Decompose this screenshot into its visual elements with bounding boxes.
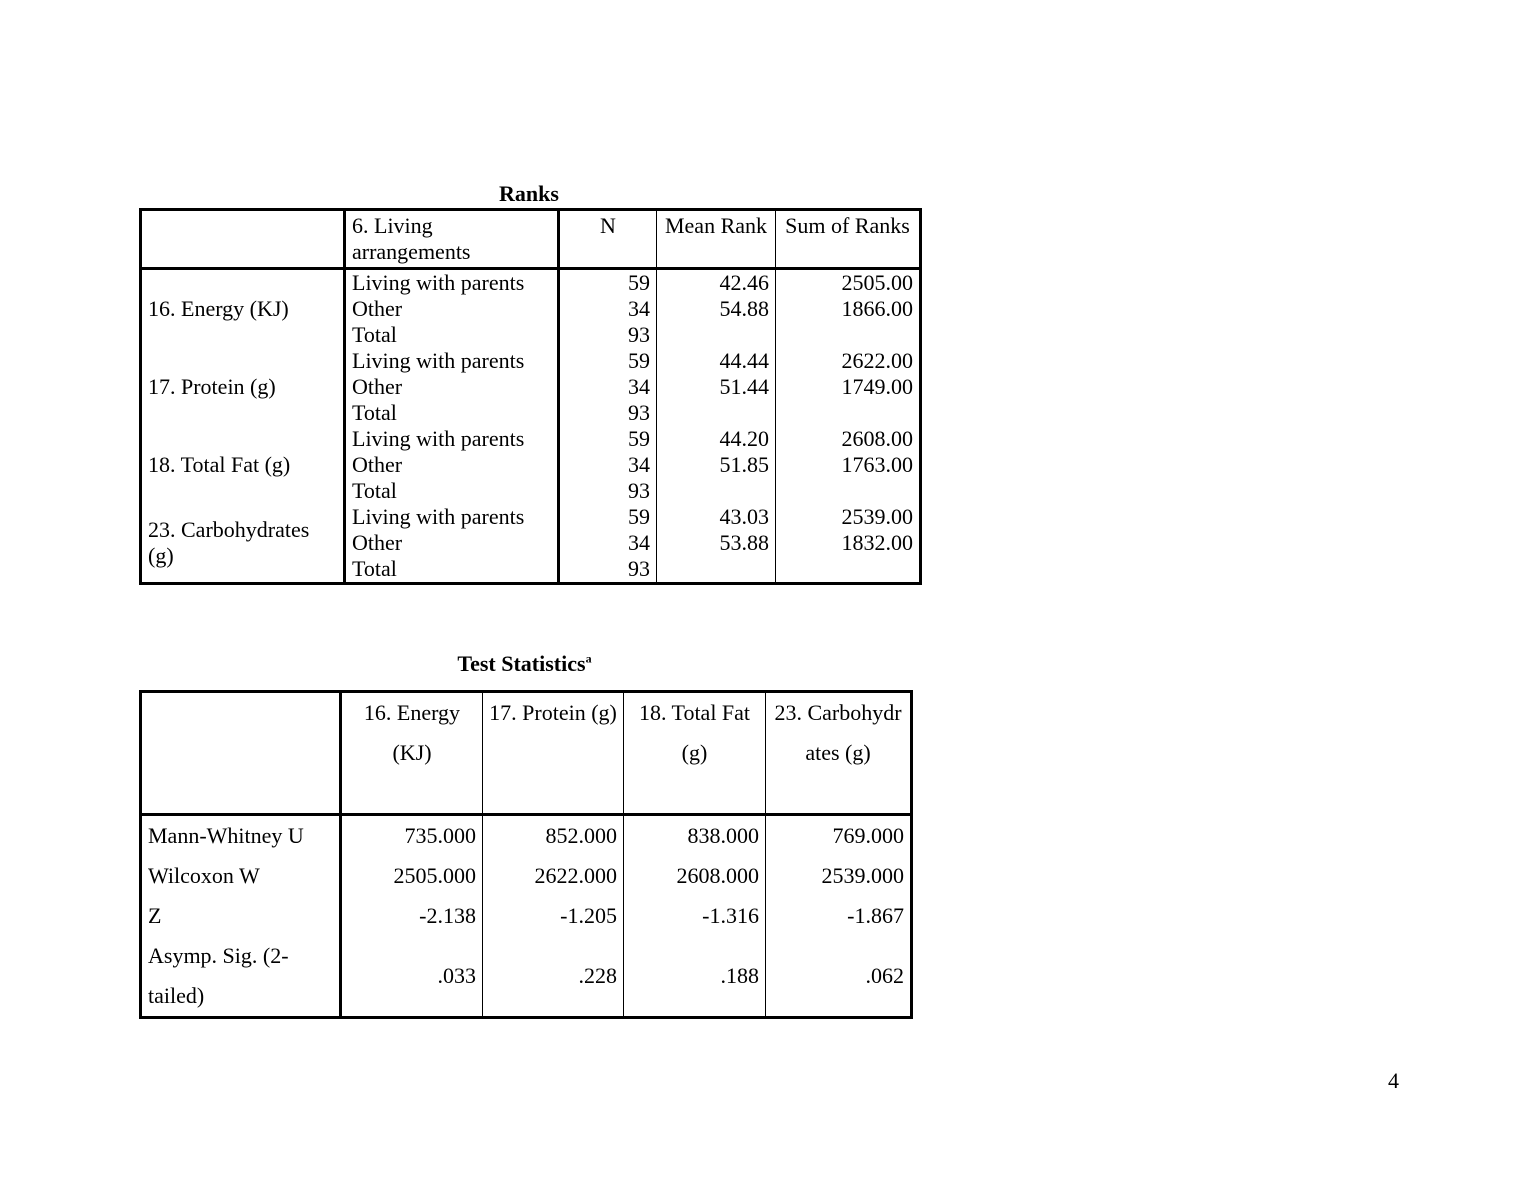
ranks-sum-of-ranks: 1763.00 bbox=[841, 452, 913, 477]
stats-header-carbohydrates: 23. Carbohydrates (g) bbox=[766, 692, 912, 815]
stats-header-blank bbox=[141, 692, 341, 815]
stats-header-protein: 17. Protein (g) bbox=[483, 692, 624, 815]
stats-header-energy: 16. Energy (KJ) bbox=[341, 692, 483, 815]
test-statistics-title bbox=[139, 651, 910, 677]
ranks-group-label: Other bbox=[345, 530, 559, 556]
ranks-table bbox=[139, 208, 922, 585]
ranks-header-n: N bbox=[559, 210, 657, 269]
test-statistics-table bbox=[139, 690, 913, 1019]
ranks-row bbox=[141, 426, 921, 452]
ranks-variable-label: 23. Carbohydrates (g) bbox=[141, 504, 345, 584]
ranks-n: 34 bbox=[559, 452, 657, 478]
ranks-mean-rank: 54.88 bbox=[657, 296, 776, 322]
ranks-mean-rank: 43.03 bbox=[657, 504, 776, 530]
ranks-mean-rank: 51.85 bbox=[657, 452, 776, 478]
ranks-n: 93 bbox=[559, 322, 657, 348]
ranks-mean-rank: 44.44 bbox=[657, 348, 776, 374]
ranks-mean-rank bbox=[657, 322, 776, 348]
ranks-sum-of-ranks: 2608.00 bbox=[841, 426, 913, 451]
stats-value: -2.138 bbox=[341, 896, 483, 936]
stats-value: -1.205 bbox=[483, 896, 624, 936]
ranks-header-living-arrangements: 6. Living arrangements bbox=[345, 210, 559, 269]
ranks-n: 93 bbox=[559, 556, 657, 584]
ranks-n: 34 bbox=[559, 374, 657, 400]
ranks-sum-of-ranks: 1749.00 bbox=[841, 374, 913, 399]
ranks-group-label: Other bbox=[345, 374, 559, 400]
ranks-group-label: Total bbox=[345, 322, 559, 348]
ranks-n: 34 bbox=[559, 296, 657, 322]
ranks-group-label: Other bbox=[345, 452, 559, 478]
stats-header-total-fat: 18. Total Fat (g) bbox=[624, 692, 766, 815]
stats-row-label: Wilcoxon W bbox=[141, 856, 341, 896]
stats-value: -1.316 bbox=[624, 896, 766, 936]
ranks-n: 93 bbox=[559, 400, 657, 426]
stats-value: 735.000 bbox=[341, 815, 483, 857]
ranks-sum-of-ranks: 2622.00 bbox=[841, 348, 913, 373]
ranks-header-sum-of-ranks: Sum of Ranks bbox=[776, 210, 921, 269]
stats-row bbox=[141, 896, 912, 936]
ranks-row bbox=[141, 348, 921, 374]
ranks-n: 34 bbox=[559, 530, 657, 556]
ranks-sum-of-ranks bbox=[776, 322, 921, 348]
ranks-mean-rank bbox=[657, 478, 776, 504]
stats-value: 2608.000 bbox=[624, 856, 766, 896]
ranks-title: Ranks bbox=[499, 181, 559, 206]
ranks-header-mean-rank: Mean Rank bbox=[657, 210, 776, 269]
ranks-n: 59 bbox=[559, 426, 657, 452]
ranks-sum-of-ranks bbox=[776, 556, 921, 584]
stats-value: 852.000 bbox=[483, 815, 624, 857]
test-statistics-title-text: Test Statistics bbox=[457, 651, 586, 676]
ranks-n: 59 bbox=[559, 269, 657, 297]
ranks-sum-of-ranks bbox=[776, 478, 921, 504]
ranks-sum-of-ranks: 1866.00 bbox=[841, 296, 913, 321]
ranks-mean-rank: 53.88 bbox=[657, 530, 776, 556]
stats-row bbox=[141, 856, 912, 896]
ranks-group-label: Living with parents bbox=[345, 426, 559, 452]
stats-value: 769.000 bbox=[832, 823, 904, 848]
stats-row-label: Mann-Whitney U bbox=[141, 815, 341, 857]
stats-value: 2539.000 bbox=[821, 863, 904, 888]
ranks-variable-label: 18. Total Fat (g) bbox=[141, 426, 345, 504]
ranks-group-label: Other bbox=[345, 296, 559, 322]
ranks-mean-rank: 42.46 bbox=[657, 269, 776, 297]
ranks-group-label: Total bbox=[345, 556, 559, 584]
stats-value: 838.000 bbox=[624, 815, 766, 857]
stats-row bbox=[141, 936, 912, 1018]
ranks-n: 59 bbox=[559, 504, 657, 530]
ranks-variable-label: 16. Energy (KJ) bbox=[141, 269, 345, 349]
ranks-sum-of-ranks bbox=[776, 400, 921, 426]
ranks-sum-of-ranks: 1832.00 bbox=[841, 530, 913, 555]
ranks-mean-rank bbox=[657, 556, 776, 584]
ranks-group-label: Living with parents bbox=[345, 269, 559, 297]
stats-value: 2622.000 bbox=[483, 856, 624, 896]
ranks-row bbox=[141, 269, 921, 297]
stats-value: .188 bbox=[624, 936, 766, 1018]
stats-row-label: Z bbox=[141, 896, 341, 936]
stats-row-label: Asymp. Sig. (2-tailed) bbox=[141, 936, 341, 1018]
stats-value: 2505.000 bbox=[341, 856, 483, 896]
ranks-header-blank bbox=[141, 210, 345, 269]
ranks-mean-rank bbox=[657, 400, 776, 426]
ranks-n: 59 bbox=[559, 348, 657, 374]
ranks-mean-rank: 44.20 bbox=[657, 426, 776, 452]
stats-header-row bbox=[141, 692, 912, 815]
page-number: 4 bbox=[1388, 1068, 1399, 1093]
ranks-row bbox=[141, 504, 921, 530]
ranks-mean-rank: 51.44 bbox=[657, 374, 776, 400]
ranks-variable-label: 17. Protein (g) bbox=[141, 348, 345, 426]
ranks-group-label: Total bbox=[345, 400, 559, 426]
stats-value: .062 bbox=[865, 963, 904, 988]
ranks-n: 93 bbox=[559, 478, 657, 504]
test-statistics-footnote-marker: a bbox=[585, 651, 592, 666]
ranks-header-row bbox=[141, 210, 921, 269]
ranks-sum-of-ranks: 2505.00 bbox=[841, 270, 913, 295]
ranks-group-label: Living with parents bbox=[345, 348, 559, 374]
stats-value: .228 bbox=[483, 936, 624, 1018]
ranks-group-label: Living with parents bbox=[345, 504, 559, 530]
stats-value: .033 bbox=[341, 936, 483, 1018]
stats-row bbox=[141, 815, 912, 857]
stats-value: -1.867 bbox=[847, 903, 904, 928]
ranks-group-label: Total bbox=[345, 478, 559, 504]
ranks-sum-of-ranks: 2539.00 bbox=[841, 504, 913, 529]
